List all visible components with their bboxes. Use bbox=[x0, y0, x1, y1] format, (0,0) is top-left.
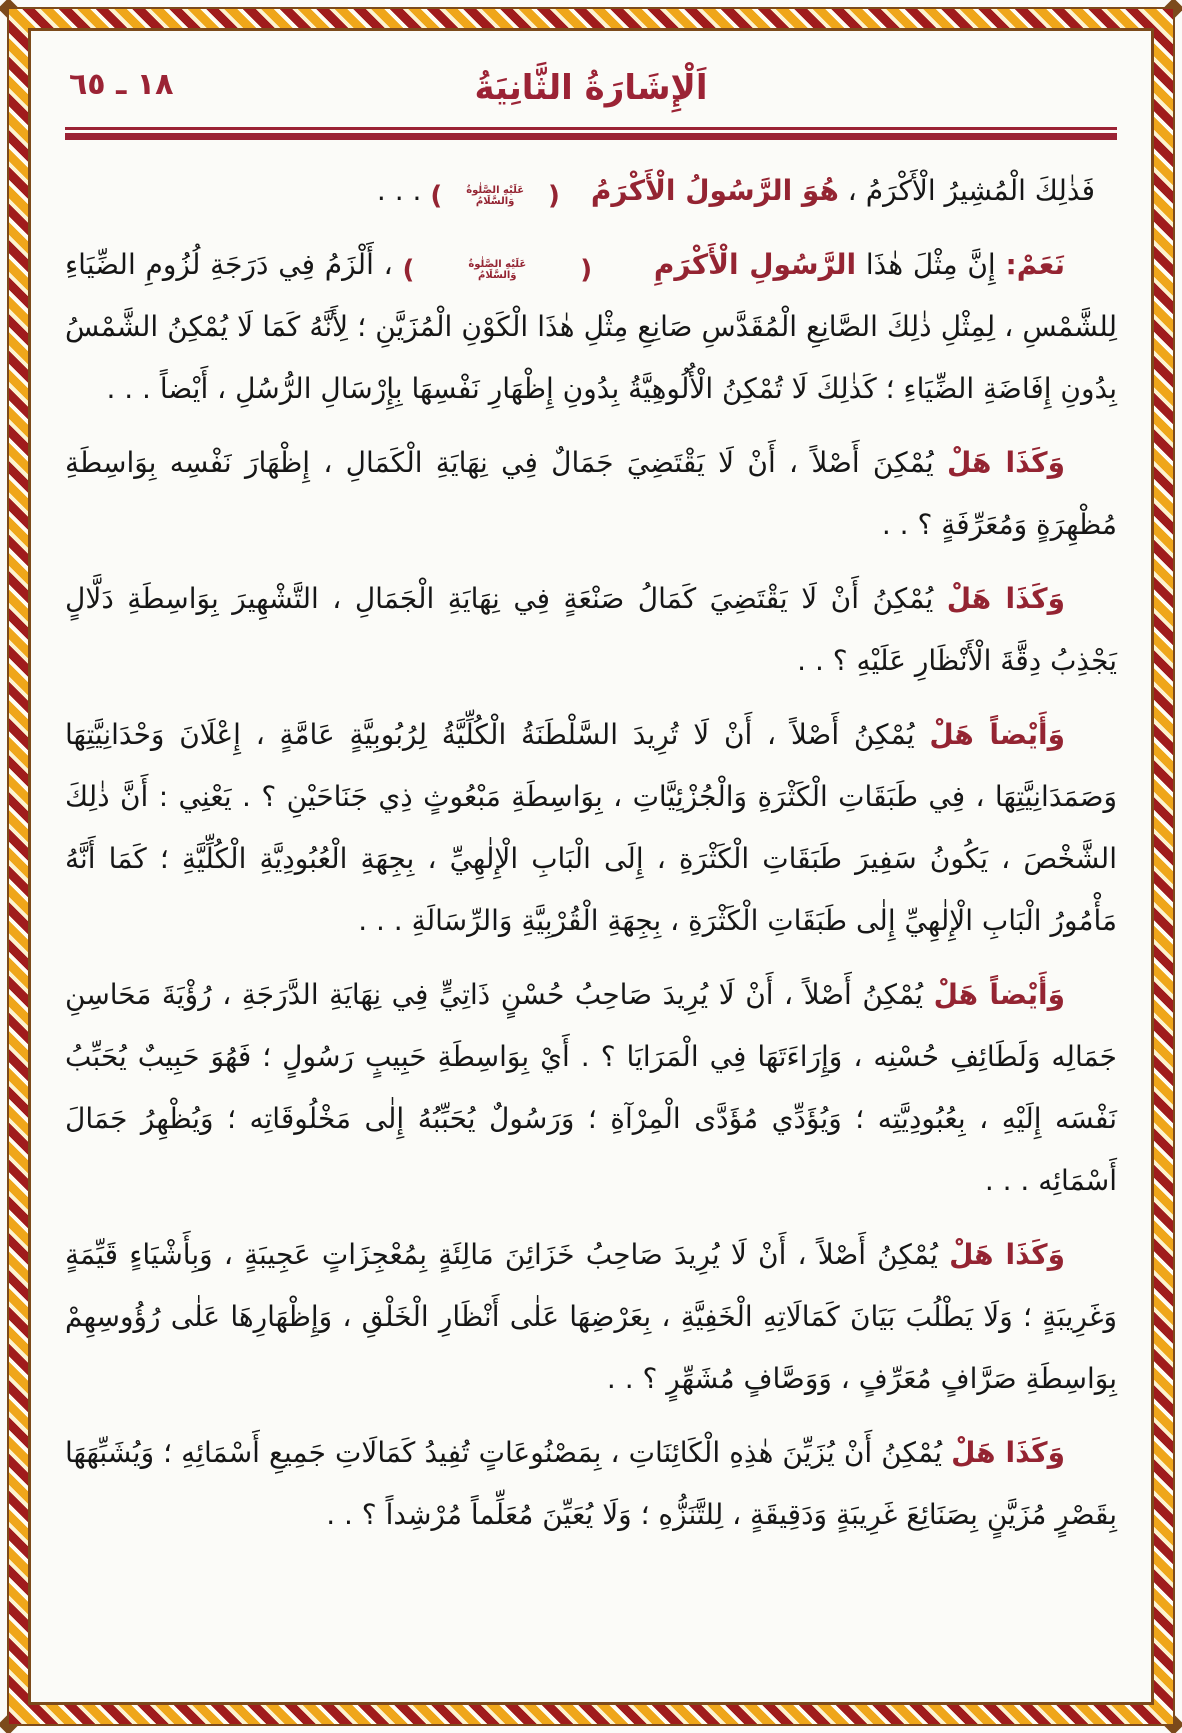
body-text: فَذٰلِكَ الْمُشِيرُ الْأَكْرَمُ ، bbox=[838, 174, 1095, 207]
body-text: . . . bbox=[376, 174, 431, 207]
salawat-line2: وَالسَّلَامُ bbox=[478, 270, 517, 281]
border-corner-ornament bbox=[0, 0, 19, 19]
emphasis-red-text: وَكَذَا هَلْ bbox=[946, 446, 1065, 479]
emphasis-red-text: نَعَمْ: bbox=[1005, 248, 1065, 281]
body-text: ، أَلْزَمُ فِي دَرَجَةِ لُزُومِ الضِّيَاءِ لِلشَّمْسِ ، لِمِثْلِ ذٰلِكَ الصَّانِعِ الْمُقَدَّسِ صَانِعِ مِثْلِ هٰذَا الْكَوْنِ الْمُزَيَّنِ ؛ لِأَنَّهُ كَمَا لَا يُمْكِنُ الشَّمْسُ بِدُونِ إِفَاضَةِ الضِّيَاءِ ؛ كَذٰلِكَ لَا تُمْكِنُ الْأُلُوهِيَّةُ بِدُونِ إِظْهَارِ نَفْسِهَا بِإِرْسَالِ الرُّسُلِ ، أَيْضاً . . . bbox=[65, 248, 1117, 405]
body-paragraph bbox=[65, 568, 1117, 692]
emphasis-red-text: وَكَذَا هَلْ bbox=[949, 1238, 1065, 1271]
body-text-block bbox=[65, 160, 1117, 1546]
emphasis-red-text: وَأَيْضاً هَلْ bbox=[933, 978, 1065, 1011]
salawat-ligature bbox=[402, 257, 644, 283]
emphasis-red-text: الرَّسُولِ الْأَكْرَمِ bbox=[653, 248, 857, 281]
salawat-paren-open: ( bbox=[548, 181, 560, 211]
body-paragraph bbox=[65, 1422, 1117, 1546]
page-header bbox=[65, 55, 1117, 121]
border-corner-ornament bbox=[1163, 0, 1182, 19]
header-rule-thin bbox=[65, 127, 1117, 130]
emphasis-red-text: وَكَذَا هَلْ bbox=[951, 1436, 1065, 1469]
page-content bbox=[31, 31, 1151, 1702]
border-corner-ornament bbox=[1163, 1714, 1182, 1733]
body-paragraph bbox=[65, 160, 1117, 222]
body-text: يُمْكِنُ أَصْلاً ، أَنْ لَا يُرِيدَ صَاحِبُ حُسْنٍ ذَاتِيٍّ فِي نِهَايَةِ الدَّرَجَةِ ، رُؤْيَةَ مَحَاسِنِ جَمَالِه وَلَطَائِفِ حُسْنِه ، وَإِرَاءَتَهَا فِي الْمَرَايَا ؟ . أَيْ بِوَاسِطَةِ حَبِيبٍ رَسُولٍ ؛ فَهُوَ حَبِيبٌ يُحَبِّبُ نَفْسَه إِلَيْهِ ، بِعُبُودِيَّتِه ؛ وَيُؤَدِّي مُؤَدَّى الْمِرْآةِ ؛ وَرَسُولٌ يُحَبِّبُهُ إِلٰى مَخْلُوقَاتِه ؛ وَيُظْهِرُ جَمَالَ أَسْمَائِه . . . bbox=[65, 978, 1117, 1197]
body-text bbox=[644, 248, 654, 281]
body-text: يُمْكِنُ أَصْلاً ، أَنْ لَا يُرِيدَ صَاحِبُ خَزَائِنَ مَالِئَةٍ بِمُعْجِزَاتٍ عَجِيبَةٍ ، وَبِأَشْيَاءٍ قَيِّمَةٍ وَغَرِيبَةٍ ؛ وَلَا يَطْلُبَ بَيَانَ كَمَالَاتِهِ الْخَفِيَّةِ ، بِعَرْضِهَا عَلٰى أَنْظَارِ الْخَلْقِ ، وَإِظْهَارِهَا عَلٰى رُؤُوسِهِمْ بِوَاسِطَةِ صَرَّافٍ مُعَرِّفٍ ، وَوَصَّافٍ مُشَهِّرٍ ؟ . . bbox=[65, 1238, 1117, 1395]
body-paragraph bbox=[65, 1224, 1117, 1410]
salawat-stack bbox=[468, 259, 578, 281]
border-corner-ornament bbox=[0, 1714, 19, 1733]
emphasis-red-text: وَكَذَا هَلْ bbox=[946, 582, 1065, 615]
emphasis-red-text: هُوَ الرَّسُولُ الْأَكْرَمُ bbox=[590, 174, 839, 207]
emphasis-red-text: وَأَيْضاً هَلْ bbox=[929, 718, 1066, 751]
salawat-stack bbox=[466, 185, 546, 207]
body-text: يُمْكِنَ أَصْلاً ، أَنْ لَا يَقْتَضِيَ جَمَالٌ فِي نِهَايَةِ الْكَمَالِ ، إِظْهَارَ نَفْسِه بِوَاسِطَةِ مُظْهِرَةٍ وَمُعَرِّفَةٍ ؟ . . bbox=[65, 446, 1117, 541]
salawat-ligature bbox=[430, 183, 582, 209]
salawat-paren-close: ) bbox=[402, 255, 415, 285]
page-number: ١٨ ـ ٦٥ bbox=[69, 67, 174, 102]
body-text: إِنَّ مِثْلَ هٰذَا bbox=[856, 248, 1006, 281]
header-rule-thick bbox=[65, 133, 1117, 140]
salawat-paren-open: ( bbox=[580, 255, 593, 285]
salawat-line1: عَلَيْهِ الصَّلٰوةُ bbox=[468, 259, 527, 270]
body-text bbox=[582, 174, 591, 207]
body-paragraph bbox=[65, 234, 1117, 420]
body-paragraph bbox=[65, 704, 1117, 952]
body-text: يُمْكِنُ أَصْلاً ، أَنْ لَا تُرِيدَ السَّلْطَنَةُ الْكُلِّيَّةُ لِرُبُوبِيَّةٍ عَامَّةٍ ، إِعْلَانَ وَحْدَانِيَّتِهَا وَصَمَدَانِيَّتِهَا ، فِي طَبَقَاتِ الْكَثْرَةِ وَالْجُزْئِيَّاتِ ، بِوَاسِطَةِ مَبْعُوثٍ ذِي جَنَاحَيْنِ ؟ . يَعْنِي : أَنَّ ذٰلِكَ الشَّخْصَ ، يَكُونُ سَفِيرَ طَبَقَاتِ الْكَثْرَةِ ، إِلَى الْبَابِ الْإِلٰهِيِّ ، بِجِهَةِ الْعُبُودِيَّةِ الْكُلِّيَّةِ ؛ كَمَا أَنَّهُ مَأْمُورُ الْبَابِ الْإِلٰهِيِّ إِلٰى طَبَقَاتِ الْكَثْرَةِ ، بِجِهَةِ الْقُرْبِيَّةِ وَالرِّسَالَةِ . . . bbox=[65, 718, 1117, 937]
body-paragraph bbox=[65, 964, 1117, 1212]
page-title: اَلْإِشَارَةُ الثَّانِيَةُ bbox=[474, 68, 708, 108]
salawat-line2: وَالسَّلَامُ bbox=[475, 196, 515, 207]
body-paragraph bbox=[65, 432, 1117, 556]
body-text: يُمْكِنُ أَنْ لَا يَقْتَضِيَ كَمَالُ صَنْعَةٍ فِي نِهَايَةِ الْجَمَالِ ، التَّشْهِيرَ بِوَاسِطَةِ دَلَّالٍ يَجْذِبُ دِقَّةَ الْأَنْظَارِ عَلَيْهِ ؟ . . bbox=[65, 582, 1117, 677]
salawat-line1: عَلَيْهِ الصَّلٰوةُ bbox=[466, 185, 525, 196]
body-text: يُمْكِنُ أَنْ يُزَيِّنَ هٰذِهِ الْكَائِنَاتِ ، بِمَصْنُوعَاتٍ تُفِيدُ كَمَالَاتِ جَمِيعِ أَسْمَائِهِ ؛ وَيُشَبِّهَهَا بِقَصْرٍ مُزَيَّنٍ بِصَنَائِعَ غَرِيبَةٍ وَدَقِيقَةٍ ، لِلتَّنَزُّهِ ؛ وَلَا يُعَيِّنَ مُعَلِّماً مُرْشِداً ؟ . . bbox=[65, 1436, 1117, 1531]
salawat-paren-close: ) bbox=[430, 181, 443, 211]
